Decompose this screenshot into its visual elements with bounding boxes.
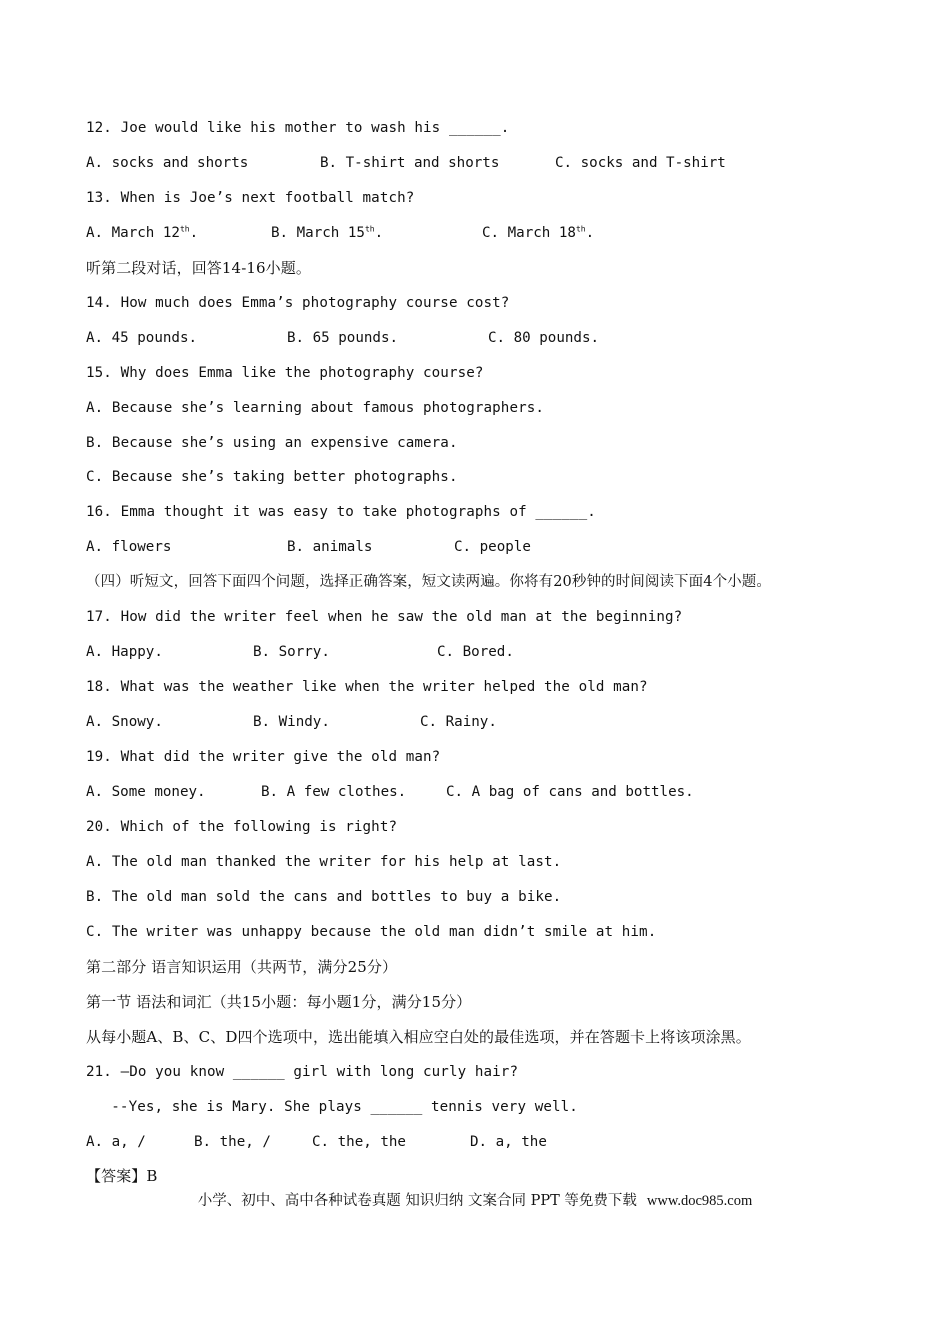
question-13-stem: 13. When is Joe’s next football match?	[86, 190, 415, 206]
page-footer	[0, 1191, 950, 1211]
option-b-suffix: th	[364, 224, 375, 234]
question-18-option-a: A. Snowy.	[86, 714, 163, 730]
question-18-stem: 18. What was the weather like when the writer helped the old man?	[86, 679, 648, 695]
question-14-option-c: C. 80 pounds.	[488, 330, 600, 346]
question-12-option-c: C. socks and T-shirt	[555, 155, 726, 171]
question-19-option-c: C. A bag of cans and bottles.	[446, 784, 694, 800]
option-a-suffix: th	[179, 224, 190, 234]
question-16-stem: 16. Emma thought it was easy to take photographs of ______.	[86, 504, 596, 520]
option-c-text: C. March 18	[482, 225, 576, 241]
part-2-title: 第二部分 语言知识运用（共两节，满分25分）	[86, 958, 398, 976]
question-18-option-b: B. Windy.	[253, 714, 330, 730]
question-17-option-b: B. Sorry.	[253, 644, 330, 660]
question-21-option-b: B. the, /	[194, 1134, 271, 1150]
question-19-option-b: B. A few clothes.	[261, 784, 407, 800]
question-21-option-c: C. the, the	[312, 1134, 406, 1150]
question-20-option-b: B. The old man sold the cans and bottles to buy a bike.	[86, 889, 562, 905]
question-19-stem: 19. What did the writer give the old man?	[86, 749, 441, 765]
question-18-option-c: C. Rainy.	[420, 714, 497, 730]
question-21-line-2: --Yes, she is Mary. She plays ______ tennis very well.	[94, 1099, 578, 1115]
question-15-option-a: A. Because she’s learning about famous photographers.	[86, 400, 545, 416]
footer-site-link[interactable]: www.doc985.com	[646, 1193, 753, 1209]
question-20-option-c: C. The writer was unhappy because the old man didn’t smile at him.	[86, 924, 657, 940]
option-b-period: .	[374, 225, 384, 241]
question-13-option-b	[271, 223, 383, 243]
question-19-option-a: A. Some money.	[86, 784, 206, 800]
question-17-option-a: A. Happy.	[86, 644, 163, 660]
question-14-option-b: B. 65 pounds.	[287, 330, 399, 346]
option-a-period: .	[189, 225, 199, 241]
question-14-option-a: A. 45 pounds.	[86, 330, 198, 346]
section-1-title: 第一节 语法和词汇（共15小题：每小题1分，满分15分）	[86, 993, 472, 1011]
section-1-instruction: 从每小题A、B、C、D四个选项中，选出能填入相应空白处的最佳选项，并在答题卡上将该项涂黑。	[86, 1028, 751, 1046]
question-16-option-a: A. flowers	[86, 539, 172, 555]
question-15-option-b: B. Because she’s using an expensive camera.	[86, 435, 458, 451]
question-15-option-c: C. Because she’s taking better photographs.	[86, 469, 458, 485]
question-16-option-c: C. people	[454, 539, 531, 555]
option-a-text: A. March 12	[86, 225, 180, 241]
option-c-period: .	[585, 225, 595, 241]
question-16-option-b: B. animals	[287, 539, 373, 555]
section-2-instruction: 听第二段对话，回答14-16小题。	[86, 259, 311, 277]
footer-text: 小学、初中、高中各种试卷真题 知识归纳 文案合同 PPT 等免费下载	[197, 1193, 637, 1209]
question-13-option-c	[482, 223, 594, 243]
question-20-stem: 20. Which of the following is right?	[86, 819, 398, 835]
question-12-stem: 12. Joe would like his mother to wash his ______.	[86, 120, 510, 136]
question-14-stem: 14. How much does Emma’s photography course cost?	[86, 295, 510, 311]
question-21-line-1: 21. –Do you know ______ girl with long curly hair?	[86, 1064, 519, 1080]
option-b-text: B. March 15	[271, 225, 365, 241]
question-13-option-a	[86, 223, 198, 243]
question-21-option-d: D. a, the	[470, 1134, 547, 1150]
answer-label: 【答案】B	[86, 1167, 158, 1185]
question-17-stem: 17. How did the writer feel when he saw the old man at the beginning?	[86, 609, 683, 625]
question-12-option-a: A. socks and shorts	[86, 155, 249, 171]
question-15-stem: 15. Why does Emma like the photography course?	[86, 365, 484, 381]
part-4-instruction: （四）听短文，回答下面四个问题，选择正确答案，短文读两遍。你将有20秒钟的时间阅读下面4个小题。	[86, 574, 771, 590]
option-c-suffix: th	[575, 224, 586, 234]
question-21-option-a: A. a, /	[86, 1134, 146, 1150]
question-17-option-c: C. Bored.	[437, 644, 514, 660]
question-12-option-b: B. T-shirt and shorts	[320, 155, 500, 171]
question-20-option-a: A. The old man thanked the writer for his help at last.	[86, 854, 562, 870]
